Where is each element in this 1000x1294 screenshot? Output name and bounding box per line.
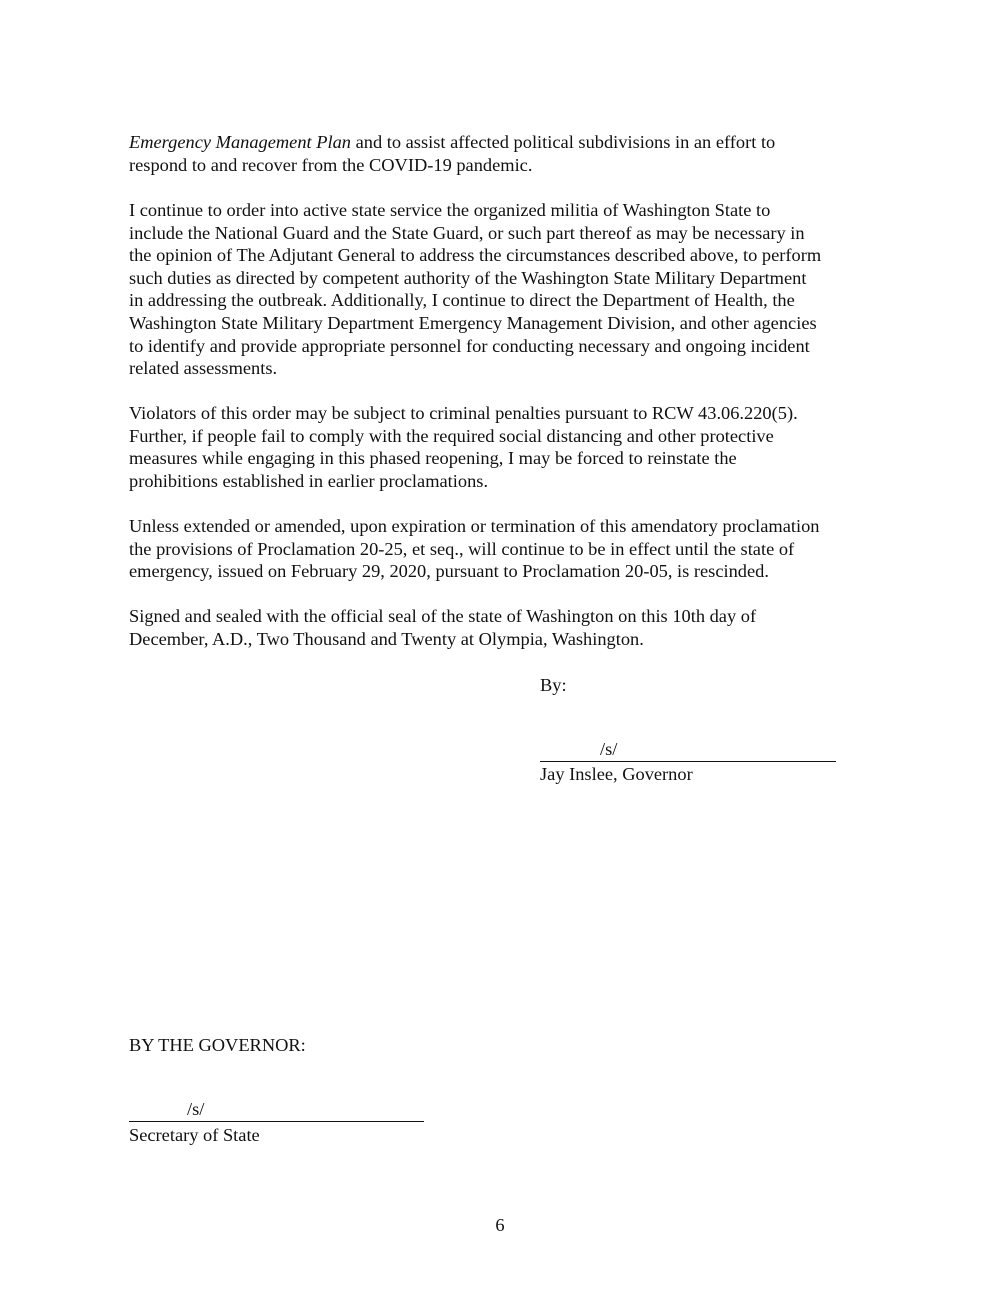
paragraph-line: measures while engaging in this phased reopening, I may be forced to reinstate the xyxy=(129,448,737,469)
paragraph-line: related assessments. xyxy=(129,358,278,379)
paragraph-violators xyxy=(129,402,889,492)
governor-signature: /s/ xyxy=(600,739,618,760)
paragraph-line: Signed and sealed with the official seal of the state of Washington on this 10th day of xyxy=(129,606,757,626)
paragraph-line: emergency, issued on February 29, 2020, pursuant to Proclamation 20-05, is rescinded. xyxy=(129,561,769,582)
paragraph-militia-order xyxy=(129,199,889,380)
secretary-of-state-title: Secretary of State xyxy=(129,1125,260,1145)
paragraph-line: I continue to order into active state service the organized militia of Washington State to xyxy=(129,200,771,220)
page-number: 6 xyxy=(495,1215,505,1235)
paragraph-line: to identify and provide appropriate personnel for conducting necessary and ongoing incident xyxy=(129,335,810,356)
paragraph-line: Unless extended or amended, upon expiration or termination of this amendatory proclamation xyxy=(129,516,820,536)
paragraph-signed-sealed xyxy=(129,605,889,650)
paragraph-line: prohibitions established in earlier proclamations. xyxy=(129,470,489,491)
by-label: By: xyxy=(540,675,567,695)
secretary-signature: /s/ xyxy=(187,1099,205,1120)
paragraph-emergency-plan xyxy=(129,131,889,176)
paragraph-line: in addressing the outbreak. Additionally, I continue to direct the Department of Health, the xyxy=(129,290,795,311)
paragraph-line: the provisions of Proclamation 20-25, et seq., will continue to be in effect until the state of xyxy=(129,538,795,559)
paragraph-line: Washington State Military Department Emergency Management Division, and other agencies xyxy=(129,312,817,333)
governor-name: Jay Inslee, Governor xyxy=(540,764,693,784)
paragraph-line: respond to and recover from the COVID-19 pandemic. xyxy=(129,154,533,175)
emergency-plan-title: Emergency Management Plan xyxy=(129,132,351,152)
paragraph-line: such duties as directed by competent authority of the Washington State Military Department xyxy=(129,267,807,288)
paragraph-line: December, A.D., Two Thousand and Twenty at Olympia, Washington. xyxy=(129,628,644,649)
secretary-signature-line xyxy=(129,1099,424,1122)
paragraph-line: the opinion of The Adjutant General to address the circumstances described above, to perform xyxy=(129,245,822,266)
paragraph-line: Violators of this order may be subject to criminal penalties pursuant to RCW 43.06.220(5). xyxy=(129,403,798,423)
paragraph-line xyxy=(129,131,889,154)
paragraph-line: Further, if people fail to comply with the required social distancing and other protective xyxy=(129,425,774,446)
paragraph-line-rest: and to assist affected political subdivisions in an effort to xyxy=(350,132,776,152)
paragraph-expiration xyxy=(129,515,889,583)
paragraph-line: include the National Guard and the State Guard, or such part thereof as may be necessary in xyxy=(129,222,805,243)
by-the-governor-label: BY THE GOVERNOR: xyxy=(129,1035,306,1055)
governor-signature-line xyxy=(540,739,836,762)
